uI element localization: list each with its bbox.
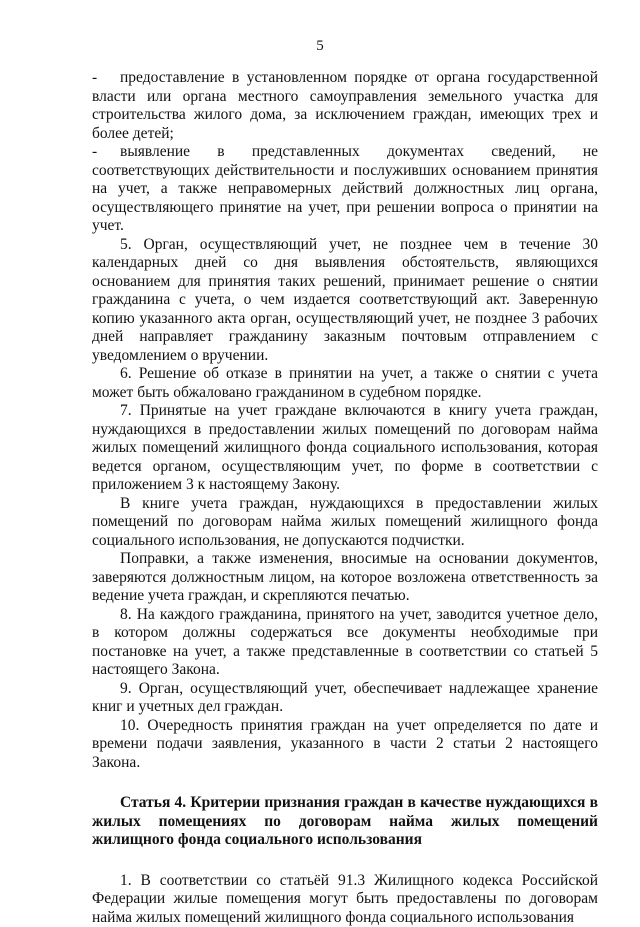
- paragraph: 7. Принятые на учет граждане включаются в книгу учета граждан, нуждающихся в предоставлении жилых помещений по договорам найма жилых помещений жилищного фонда социального использования, которая ведется органом, осуществляющим учет, по форме в соответствии с приложением 3 к настоящему Закону.: [92, 402, 598, 495]
- paragraph: 9. Орган, осуществляющий учет, обеспечивает надлежащее хранение книг и учетных дел граждан.: [92, 680, 598, 717]
- paragraph: В книге учета граждан, нуждающихся в предоставлении жилых помещений по договорам найма жилых помещений жилищного фонда социального использования, не допускаются подчистки.: [92, 495, 598, 551]
- paragraph: Поправки, а также изменения, вносимые на основании документов, заверяются должностным лицом, на которое возложена ответственность за ведение учета граждан, и скрепляются печатью.: [92, 550, 598, 606]
- spacer: [92, 850, 598, 872]
- paragraph: 6. Решение об отказе в принятии на учет, а также о снятии с учета может быть обжаловано гражданином в судебном порядке.: [92, 365, 598, 402]
- page-number: 5: [0, 38, 640, 55]
- article-heading: Статья 4. Критерии признания граждан в качестве нуждающихся в жилых помещениях по договорам найма жилых помещений жилищного фонда социального использования: [92, 794, 598, 850]
- list-item: [92, 143, 598, 236]
- list-item-text: выявление в представленных документах сведений, не соответствующих действительности и послуживших основанием принятия на учет, а также неправомерных действий должностных лиц органа, осуществляющего принятие на учет, при решении вопроса о принятии на учет.: [92, 143, 598, 234]
- list-marker: -: [92, 69, 120, 88]
- page-content: [92, 69, 598, 927]
- paragraph: 10. Очередность принятия граждан на учет определяется по дате и времени подачи заявления, указанного в части 2 статьи 2 настоящего Закона.: [92, 717, 598, 773]
- list-marker: -: [92, 143, 120, 162]
- list-item: [92, 69, 598, 143]
- paragraph: 8. На каждого гражданина, принятого на учет, заводится учетное дело, в котором должны содержаться все документы необходимые при постановке на учет, а также представленные в соответствии со статьей 5 настоящего Закона.: [92, 606, 598, 680]
- paragraph: 1. В соответствии со статьёй 91.3 Жилищного кодекса Российской Федерации жилые помещения могут быть предоставлены по договорам найма жилых помещений жилищного фонда социального использования: [92, 872, 598, 927]
- list-item-text: предоставление в установленном порядке от органа государственной власти или органа местного самоуправления земельного участка для строительства жилого дома, за исключением граждан, имеющих трех и более детей;: [92, 69, 598, 142]
- paragraph: 5. Орган, осуществляющий учет, не позднее чем в течение 30 календарных дней со дня выявления обстоятельств, являющихся основанием для принятия таких решений, принимает решение о снятии гражданина с учета, о чем издается соответствующий акт. Заверенную копию указанного акта орган, осуществляющий учет, не позднее 3 рабочих дней направляет гражданину заказным почтовым отправлением с уведомлением о вручении.: [92, 236, 598, 366]
- spacer: [92, 772, 598, 794]
